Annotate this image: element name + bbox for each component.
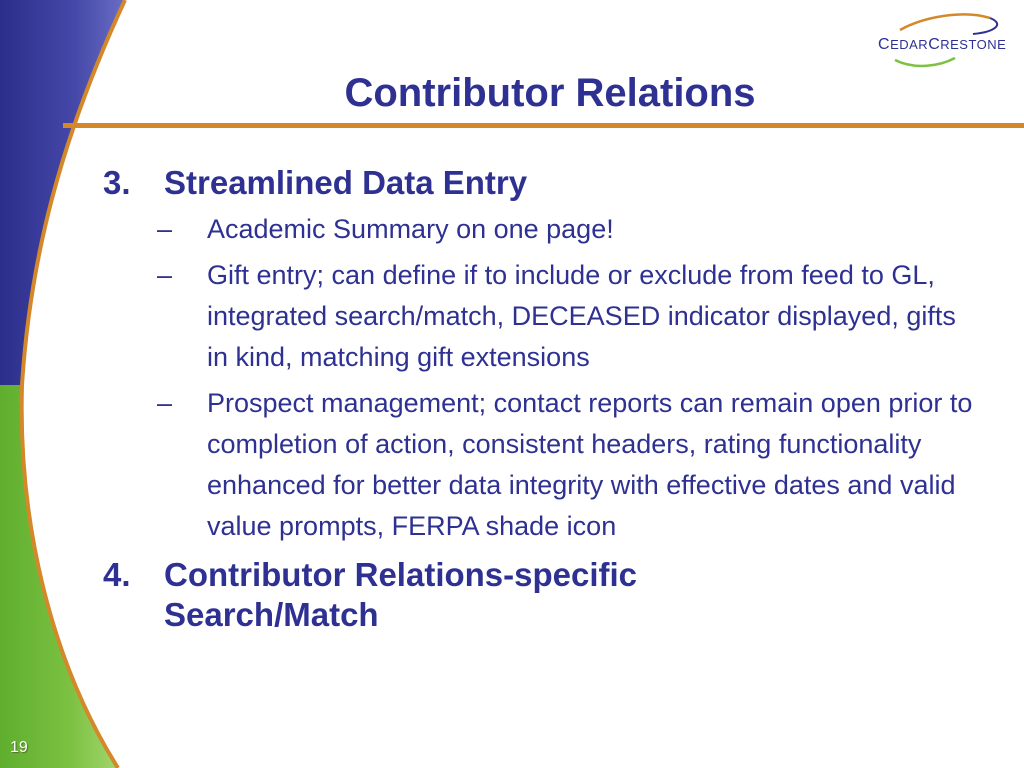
- list-item-4: [100, 555, 1000, 635]
- list-heading: Streamlined Data Entry: [164, 164, 528, 201]
- sub-item-gift-entry: [100, 255, 977, 378]
- list-heading: Contributor Relations-specific Search/Match: [164, 556, 638, 633]
- sub-item-text: Prospect management; contact reports can remain open prior to completion of action, consistent headers, rating functionality enhanced for better data integrity with effective dates and valid value prompts, FERPA shade icon: [207, 388, 973, 541]
- sub-item-text: Gift entry; can define if to include or exclude from feed to GL, integrated search/match, DECEASED indicator displayed, gifts in kind, matching gift extensions: [207, 260, 956, 372]
- title-divider: [63, 123, 1024, 128]
- list-number: 3.: [103, 164, 131, 201]
- list-item-3: [100, 163, 1000, 203]
- sub-item-prospect-management: [100, 383, 977, 547]
- content-list: [100, 163, 1000, 641]
- sub-item-academic-summary: [100, 209, 977, 250]
- list-number: 4.: [103, 556, 131, 593]
- logo-wordmark: CEDARCRESTONE: [878, 36, 1007, 53]
- dash-bullet: –: [157, 388, 173, 418]
- page-number: 19: [10, 739, 28, 756]
- dash-bullet: –: [157, 260, 173, 290]
- sub-item-text: Academic Summary on one page!: [207, 214, 614, 244]
- dash-bullet: –: [157, 214, 173, 244]
- sub-list: [100, 209, 1000, 547]
- slide-title: Contributor Relations: [344, 71, 756, 115]
